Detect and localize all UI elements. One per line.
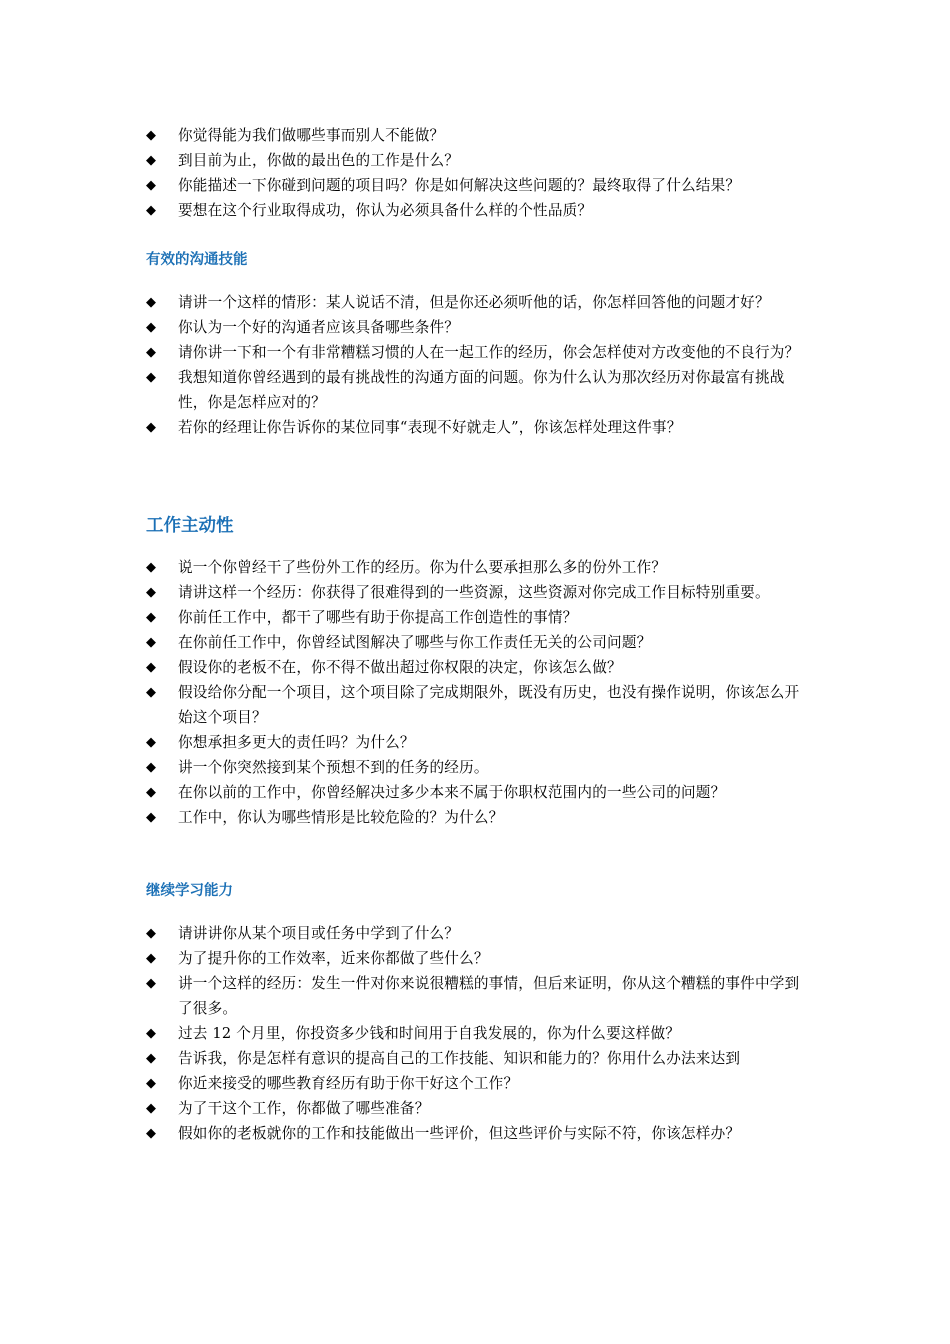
diamond-bullet-icon: ◆ xyxy=(146,1026,157,1041)
diamond-bullet-icon: ◆ xyxy=(146,976,157,991)
question-item xyxy=(146,173,814,198)
diamond-bullet-icon: ◆ xyxy=(146,153,157,168)
diamond-bullet-icon: ◆ xyxy=(146,178,157,193)
question-item xyxy=(146,1121,814,1146)
question-item xyxy=(146,340,814,365)
question-item xyxy=(146,1096,814,1121)
question-item xyxy=(146,755,814,780)
intro-question-list xyxy=(146,123,814,223)
section-heading-communication: 有效的沟通技能 xyxy=(146,252,248,268)
question-text: 为了干这个工作，你都做了哪些准备？ xyxy=(178,1100,430,1117)
question-item xyxy=(146,630,814,655)
question-text: 到目前为止，你做的最出色的工作是什么？ xyxy=(178,152,460,169)
question-item xyxy=(146,971,814,1021)
question-text: 我想知道你曾经遇到的最有挑战性的沟通方面的问题。你为什么认为那次经历对你最富有挑战性，你是怎样应对的？ xyxy=(178,369,785,411)
diamond-bullet-icon: ◆ xyxy=(146,370,157,385)
diamond-bullet-icon: ◆ xyxy=(146,760,157,775)
diamond-bullet-icon: ◆ xyxy=(146,610,157,625)
diamond-bullet-icon: ◆ xyxy=(146,735,157,750)
section-heading-initiative: 工作主动性 xyxy=(146,516,234,536)
question-item xyxy=(146,780,814,805)
question-text: 假如你的老板就你的工作和技能做出一些评价，但这些评价与实际不符，你该怎样办？ xyxy=(178,1125,741,1142)
question-item xyxy=(146,680,814,730)
question-item xyxy=(146,148,814,173)
question-text: 你觉得能为我们做哪些事而别人不能做？ xyxy=(178,127,445,144)
question-item xyxy=(146,415,814,440)
diamond-bullet-icon: ◆ xyxy=(146,785,157,800)
question-text: 若你的经理让你告诉你的某位同事“表现不好就走人”，你该怎样处理这件事？ xyxy=(178,419,682,436)
question-item xyxy=(146,921,814,946)
initiative-question-list xyxy=(146,555,814,830)
question-item xyxy=(146,1046,814,1071)
diamond-bullet-icon: ◆ xyxy=(146,810,157,825)
question-item xyxy=(146,946,814,971)
diamond-bullet-icon: ◆ xyxy=(146,560,157,575)
diamond-bullet-icon: ◆ xyxy=(146,951,157,966)
section-heading-learning: 继续学习能力 xyxy=(146,883,233,899)
question-text: 请讲讲你从某个项目或任务中学到了什么？ xyxy=(178,925,460,942)
diamond-bullet-icon: ◆ xyxy=(146,203,157,218)
diamond-bullet-icon: ◆ xyxy=(146,345,157,360)
diamond-bullet-icon: ◆ xyxy=(146,1051,157,1066)
question-item xyxy=(146,1021,814,1046)
question-text: 你想承担多更大的责任吗？为什么？ xyxy=(178,734,415,751)
question-text: 请你讲一下和一个有非常糟糕习惯的人在一起工作的经历，你会怎样使对方改变他的不良行为？ xyxy=(178,344,800,361)
question-item xyxy=(146,555,814,580)
question-item xyxy=(146,1071,814,1096)
question-text: 假设给你分配一个项目，这个项目除了完成期限外，既没有历史，也没有操作说明，你该怎么开始这个项目？ xyxy=(178,684,800,726)
diamond-bullet-icon: ◆ xyxy=(146,585,157,600)
question-item xyxy=(146,580,814,605)
question-text: 为了提升你的工作效率，近来你都做了些什么？ xyxy=(178,950,489,967)
question-text: 请讲这样一个经历：你获得了很难得到的一些资源，这些资源对你完成工作目标特别重要。 xyxy=(178,584,770,601)
diamond-bullet-icon: ◆ xyxy=(146,926,157,941)
question-text: 请讲一个这样的情形：某人说话不清，但是你还必须听他的话，你怎样回答他的问题才好？ xyxy=(178,294,770,311)
question-item xyxy=(146,123,814,148)
question-text: 假设你的老板不在，你不得不做出超过你权限的决定，你该怎么做？ xyxy=(178,659,622,676)
question-item xyxy=(146,290,814,315)
question-item xyxy=(146,315,814,340)
question-text: 告诉我，你是怎样有意识的提高自己的工作技能、知识和能力的？你用什么办法来达到 xyxy=(178,1050,741,1067)
question-item xyxy=(146,655,814,680)
question-item xyxy=(146,730,814,755)
diamond-bullet-icon: ◆ xyxy=(146,295,157,310)
learning-question-list xyxy=(146,921,814,1146)
diamond-bullet-icon: ◆ xyxy=(146,1101,157,1116)
diamond-bullet-icon: ◆ xyxy=(146,685,157,700)
diamond-bullet-icon: ◆ xyxy=(146,635,157,650)
question-item xyxy=(146,605,814,630)
question-item xyxy=(146,365,814,415)
question-text: 要想在这个行业取得成功，你认为必须具备什么样的个性品质？ xyxy=(178,202,593,219)
question-text: 工作中，你认为哪些情形是比较危险的？为什么？ xyxy=(178,809,504,826)
diamond-bullet-icon: ◆ xyxy=(146,320,157,335)
question-item xyxy=(146,805,814,830)
question-text: 你认为一个好的沟通者应该具备哪些条件？ xyxy=(178,319,460,336)
question-text: 你近来接受的哪些教育经历有助于你干好这个工作？ xyxy=(178,1075,519,1092)
question-text: 你前任工作中，都干了哪些有助于你提高工作创造性的事情？ xyxy=(178,609,578,626)
diamond-bullet-icon: ◆ xyxy=(146,660,157,675)
diamond-bullet-icon: ◆ xyxy=(146,420,157,435)
question-item xyxy=(146,198,814,223)
diamond-bullet-icon: ◆ xyxy=(146,128,157,143)
diamond-bullet-icon: ◆ xyxy=(146,1126,157,1141)
question-text: 在你前任工作中，你曾经试图解决了哪些与你工作责任无关的公司问题？ xyxy=(178,634,652,651)
question-text: 讲一个你突然接到某个预想不到的任务的经历。 xyxy=(178,759,489,776)
communication-question-list xyxy=(146,290,814,440)
question-text: 过去 12 个月里，你投资多少钱和时间用于自我发展的，你为什么要这样做？ xyxy=(178,1025,681,1042)
diamond-bullet-icon: ◆ xyxy=(146,1076,157,1091)
question-text: 你能描述一下你碰到问题的项目吗？你是如何解决这些问题的？最终取得了什么结果？ xyxy=(178,177,741,194)
question-text: 在你以前的工作中，你曾经解决过多少本来不属于你职权范围内的一些公司的问题？ xyxy=(178,784,726,801)
question-text: 说一个你曾经干了些份外工作的经历。你为什么要承担那么多的份外工作？ xyxy=(178,559,667,576)
question-text: 讲一个这样的经历：发生一件对你来说很糟糕的事情，但后来证明，你从这个糟糕的事件中学到了很多。 xyxy=(178,975,800,1017)
